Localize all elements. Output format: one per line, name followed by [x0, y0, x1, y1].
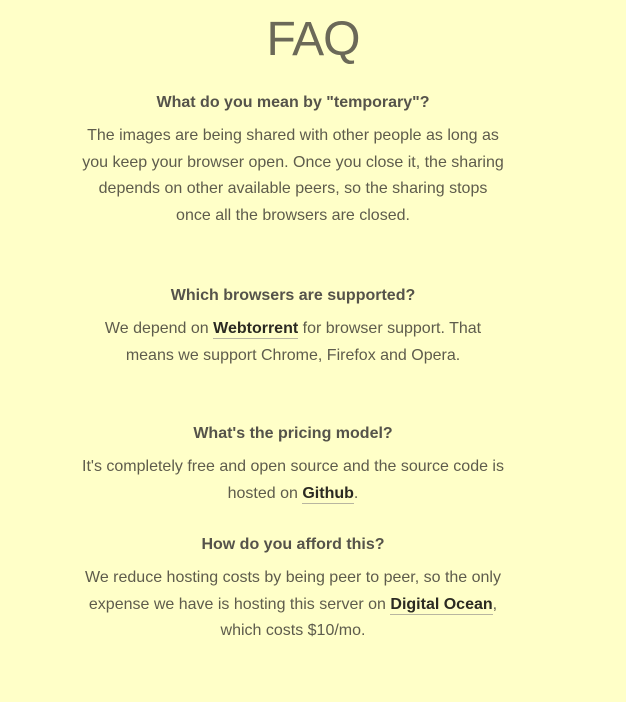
faq-question: How do you afford this? — [201, 536, 385, 553]
faq-item-pricing — [80, 424, 506, 507]
webtorrent-link[interactable]: Webtorrent — [213, 320, 299, 337]
faq-answer — [80, 565, 506, 645]
faq-question: What do you mean by "temporary"? — [156, 94, 430, 111]
faq-answer-text: , which costs $10/mo. — [220, 595, 498, 639]
faq-answer-text: for browser support. That means we support Chrome, Firefox and Opera. — [125, 320, 482, 364]
page-title: FAQ — [266, 13, 360, 66]
digital-ocean-link[interactable]: Digital Ocean — [390, 595, 493, 613]
faq-item-temporary — [80, 93, 506, 229]
faq-answer: The images are being shared with other people as long as you keep your browser open. Once you close it, the sharing depends on other available peers, so the sharing stops once all the browsers are closed. — [82, 127, 504, 224]
github-link[interactable]: Github — [302, 484, 354, 502]
faq-answer-text: We depend on — [104, 320, 214, 337]
faq-answer-text: . — [353, 484, 359, 502]
faq-question: Which browsers are supported? — [170, 287, 416, 304]
faq-answer-text: We reduce hosting costs by being peer to peer, so the only expense we have is hosting this server on — [85, 569, 501, 613]
faq-question: What's the pricing model? — [193, 425, 393, 442]
faq-answer — [80, 454, 506, 507]
faq-answer — [80, 316, 506, 369]
faq-item-browsers — [80, 286, 506, 369]
faq-item-afford — [80, 535, 506, 645]
faq-answer-text: It's completely free and open source and the source code is hosted on — [82, 458, 504, 502]
